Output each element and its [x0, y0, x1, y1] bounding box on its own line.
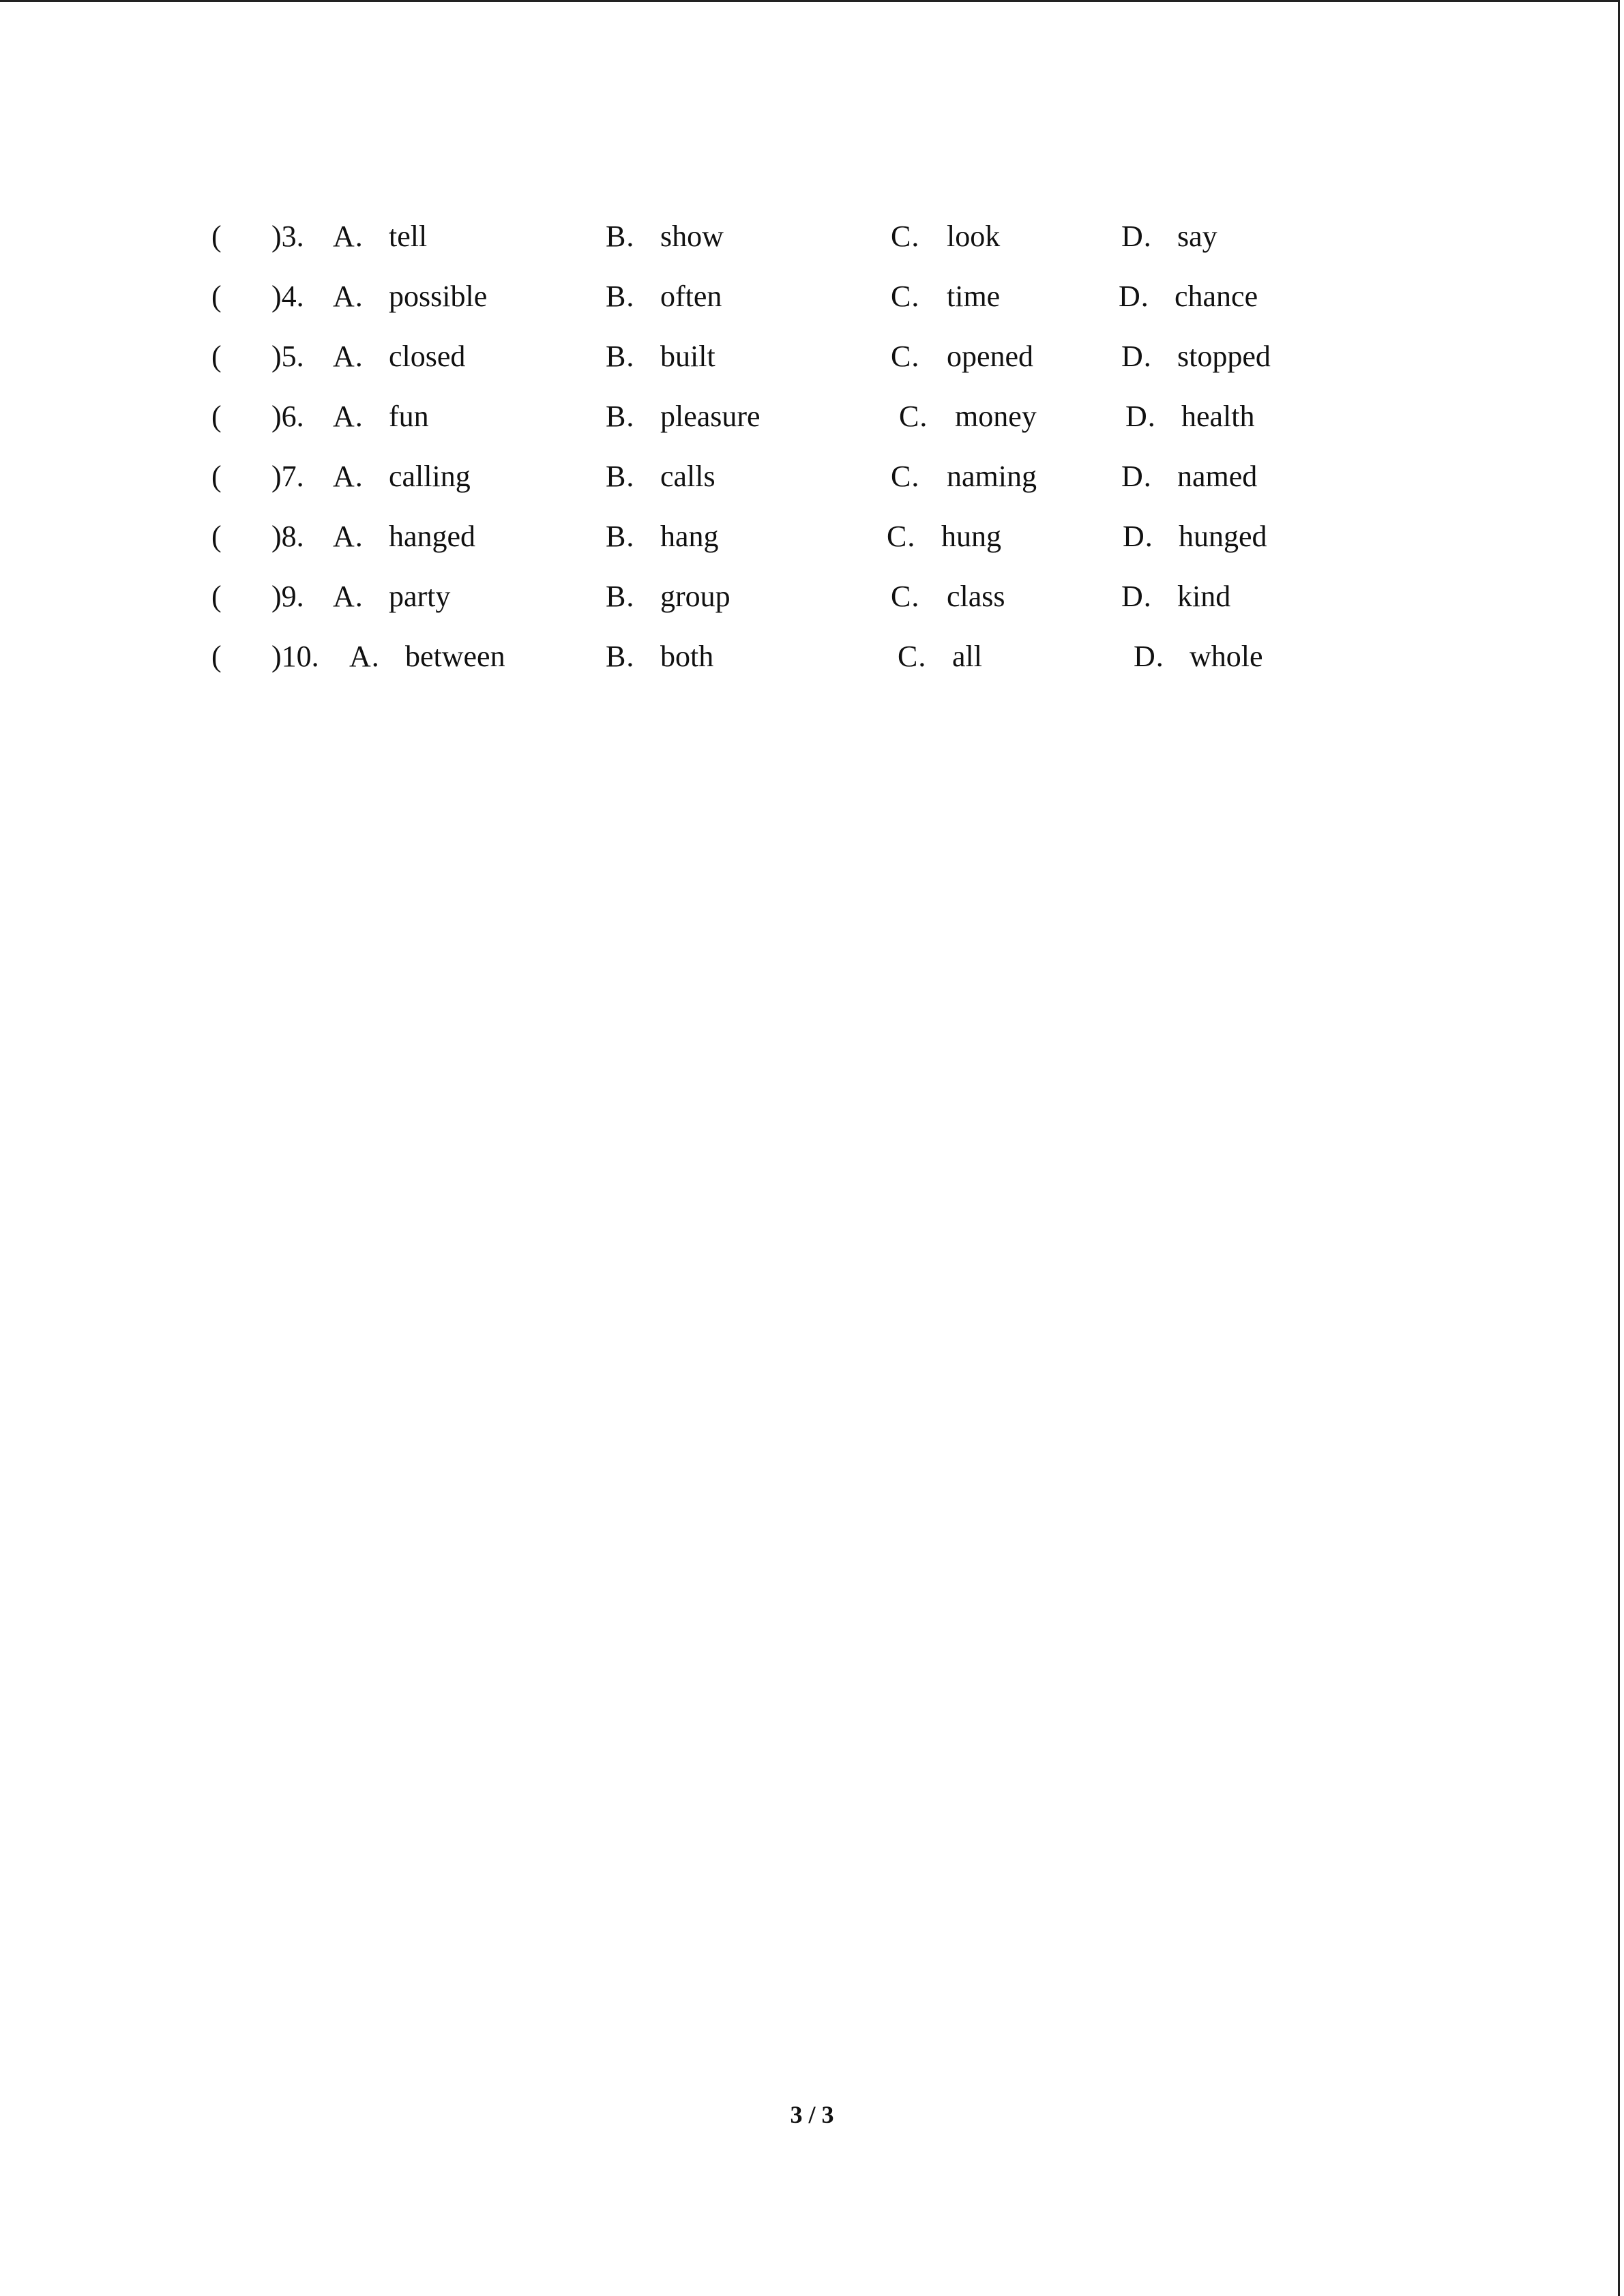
option-b-text: pleasure: [660, 400, 761, 433]
option-b-label: B.: [606, 580, 635, 613]
option-c-label: C.: [891, 280, 920, 313]
option-d-label: D.: [1121, 460, 1152, 493]
option-c-text: naming: [947, 460, 1037, 493]
open-paren: (: [211, 460, 222, 493]
option-b-text: group: [660, 580, 730, 613]
option-c-text: hung: [941, 520, 1001, 553]
option-d-label: D.: [1121, 580, 1152, 613]
answer-blank-close[interactable]: )7.: [271, 460, 304, 493]
answer-blank-close[interactable]: )6.: [271, 400, 304, 433]
option-a-label: A.: [333, 520, 364, 553]
option-a-label: A.: [333, 400, 364, 433]
option-b-text: hang: [660, 520, 719, 553]
option-a-text: between: [405, 640, 505, 673]
question-row: [0, 393, 1624, 441]
option-b-text: show: [660, 220, 724, 253]
question-row: [0, 633, 1624, 681]
option-a-text: party: [389, 580, 451, 613]
option-b-text: built: [660, 340, 715, 373]
option-a-label: A.: [333, 460, 364, 493]
question-row: [0, 573, 1624, 621]
option-b-label: B.: [606, 340, 635, 373]
question-row: [0, 213, 1624, 260]
option-c-text: all: [952, 640, 982, 673]
open-paren: (: [211, 280, 222, 313]
open-paren: (: [211, 220, 222, 253]
option-a-label: A.: [333, 580, 364, 613]
option-a-label: A.: [349, 640, 380, 673]
answer-blank-close[interactable]: )4.: [271, 280, 304, 313]
option-b-label: B.: [606, 220, 635, 253]
option-a-label: A.: [333, 280, 364, 313]
option-b-text: calls: [660, 460, 715, 493]
answer-blank-close[interactable]: )9.: [271, 580, 304, 613]
page-number: 3 / 3: [790, 2101, 834, 2128]
option-d-text: chance: [1175, 280, 1258, 313]
question-row: [0, 273, 1624, 320]
answer-blank-close[interactable]: )10.: [271, 640, 319, 673]
question-row: [0, 453, 1624, 501]
option-c-text: class: [947, 580, 1005, 613]
option-c-label: C.: [891, 340, 920, 373]
option-a-text: possible: [389, 280, 488, 313]
option-d-text: hunged: [1179, 520, 1267, 553]
open-paren: (: [211, 520, 222, 553]
option-a-label: A.: [333, 340, 364, 373]
open-paren: (: [211, 640, 222, 673]
option-c-label: C.: [891, 580, 920, 613]
option-d-label: D.: [1121, 340, 1152, 373]
option-d-label: D.: [1119, 280, 1149, 313]
option-c-label: C.: [899, 400, 928, 433]
option-c-text: time: [947, 280, 1001, 313]
option-a-text: fun: [389, 400, 429, 433]
option-c-text: money: [955, 400, 1037, 433]
option-a-text: tell: [389, 220, 428, 253]
option-a-text: hanged: [389, 520, 476, 553]
option-c-label: C.: [891, 220, 920, 253]
option-b-label: B.: [606, 460, 635, 493]
option-d-text: whole: [1190, 640, 1263, 673]
question-row: [0, 333, 1624, 381]
open-paren: (: [211, 580, 222, 613]
open-paren: (: [211, 400, 222, 433]
option-b-label: B.: [606, 280, 635, 313]
option-b-text: often: [660, 280, 722, 313]
option-c-label: C.: [891, 460, 920, 493]
option-d-text: health: [1181, 400, 1255, 433]
option-d-text: say: [1177, 220, 1217, 253]
option-c-label: C.: [887, 520, 916, 553]
option-d-label: D.: [1134, 640, 1164, 673]
option-c-text: opened: [947, 340, 1034, 373]
option-b-label: B.: [606, 640, 635, 673]
option-c-text: look: [947, 220, 1001, 253]
option-c-label: C.: [898, 640, 927, 673]
option-a-label: A.: [333, 220, 364, 253]
option-d-text: stopped: [1177, 340, 1271, 373]
option-d-label: D.: [1121, 220, 1152, 253]
option-b-text: both: [660, 640, 714, 673]
option-a-text: closed: [389, 340, 466, 373]
option-a-text: calling: [389, 460, 471, 493]
option-d-label: D.: [1125, 400, 1156, 433]
answer-blank-close[interactable]: )8.: [271, 520, 304, 553]
option-d-text: named: [1177, 460, 1258, 493]
answer-blank-close[interactable]: )3.: [271, 220, 304, 253]
answer-blank-close[interactable]: )5.: [271, 340, 304, 373]
option-b-label: B.: [606, 400, 635, 433]
option-d-text: kind: [1177, 580, 1231, 613]
option-d-label: D.: [1123, 520, 1153, 553]
open-paren: (: [211, 340, 222, 373]
option-b-label: B.: [606, 520, 635, 553]
question-row: [0, 513, 1624, 561]
